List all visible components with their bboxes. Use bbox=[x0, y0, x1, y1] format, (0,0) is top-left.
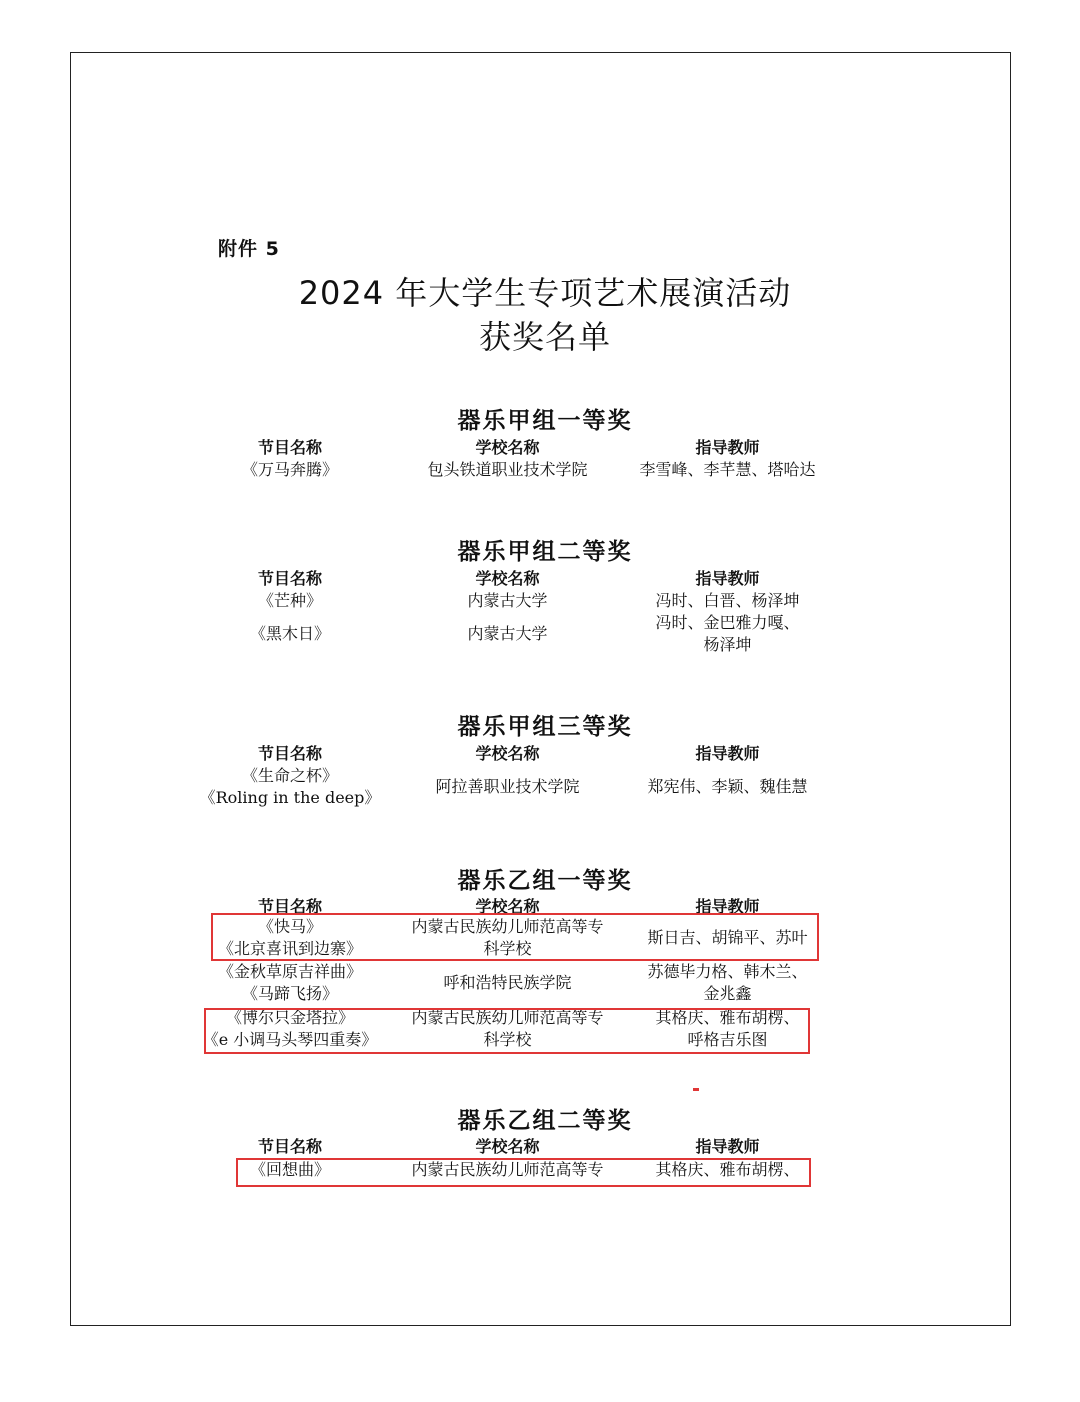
school-cell: 内蒙古大学 bbox=[467, 624, 548, 643]
header-program: 节目名称 bbox=[257, 897, 322, 916]
header-program: 节目名称 bbox=[257, 744, 322, 763]
highlight-box bbox=[204, 1008, 810, 1054]
teacher-cell: 苏德毕力格、韩木兰、 金兆鑫 bbox=[647, 962, 808, 1003]
program-cell: 《金秋草原吉祥曲》 《马蹄飞扬》 bbox=[217, 962, 362, 1003]
school-cell: 内蒙古民族幼儿师范高等专 科学校 bbox=[411, 1008, 604, 1049]
section-title: 器乐甲组一等奖 bbox=[457, 407, 633, 434]
document-title: 2024 年大学生专项艺术展演活动 bbox=[298, 274, 792, 312]
header-school: 学校名称 bbox=[475, 897, 540, 916]
highlight-box bbox=[211, 913, 819, 961]
header-teacher: 指导教师 bbox=[695, 744, 760, 763]
school-cell: 阿拉善职业技术学院 bbox=[435, 777, 580, 796]
school-cell: 呼和浩特民族学院 bbox=[443, 973, 572, 992]
teacher-cell: 其格庆、雅布胡楞、 呼格吉乐图 bbox=[655, 1008, 800, 1049]
teacher-cell: 冯时、金巴雅力嘎、 杨泽坤 bbox=[655, 613, 800, 654]
header-program: 节目名称 bbox=[257, 1137, 322, 1156]
program-cell: 《生命之杯》 《Roling in the deep》 bbox=[199, 766, 381, 807]
program-cell: 《快马》 《北京喜讯到边寨》 bbox=[217, 917, 362, 958]
program-cell: 《黑木日》 bbox=[249, 624, 330, 643]
header-program: 节目名称 bbox=[257, 569, 322, 588]
header-school: 学校名称 bbox=[475, 744, 540, 763]
attachment-label: 附件 5 bbox=[218, 238, 280, 260]
program-cell: 《万马奔腾》 bbox=[241, 460, 338, 479]
header-school: 学校名称 bbox=[475, 1137, 540, 1156]
red-mark bbox=[693, 1088, 699, 1091]
school-cell: 包头铁道职业技术学院 bbox=[427, 460, 588, 479]
section-title: 器乐乙组一等奖 bbox=[457, 867, 633, 894]
section-title: 器乐乙组二等奖 bbox=[457, 1107, 633, 1134]
school-cell: 内蒙古民族幼儿师范高等专 bbox=[411, 1160, 604, 1179]
program-cell: 《博尔只金塔拉》 《e 小调马头琴四重奏》 bbox=[202, 1008, 378, 1049]
highlight-box bbox=[236, 1158, 811, 1187]
header-school: 学校名称 bbox=[475, 569, 540, 588]
teacher-cell: 其格庆、雅布胡楞、 bbox=[655, 1160, 800, 1179]
document-subtitle: 获奖名单 bbox=[478, 318, 611, 356]
teacher-cell: 冯时、白晋、杨泽坤 bbox=[655, 591, 800, 610]
section-title: 器乐甲组三等奖 bbox=[457, 713, 633, 740]
header-teacher: 指导教师 bbox=[695, 1137, 760, 1156]
teacher-cell: 李雪峰、李芊慧、塔哈达 bbox=[639, 460, 816, 479]
section-title: 器乐甲组二等奖 bbox=[457, 538, 633, 565]
teacher-cell: 斯日吉、胡锦平、苏叶 bbox=[647, 928, 808, 947]
school-cell: 内蒙古民族幼儿师范高等专 科学校 bbox=[411, 917, 604, 958]
school-cell: 内蒙古大学 bbox=[467, 591, 548, 610]
program-cell: 《回想曲》 bbox=[249, 1160, 330, 1179]
header-teacher: 指导教师 bbox=[695, 897, 760, 916]
header-school: 学校名称 bbox=[475, 438, 540, 457]
teacher-cell: 郑宪伟、李颖、魏佳慧 bbox=[647, 777, 808, 796]
header-program: 节目名称 bbox=[257, 438, 322, 457]
program-cell: 《芒种》 bbox=[257, 591, 322, 610]
header-teacher: 指导教师 bbox=[695, 438, 760, 457]
header-teacher: 指导教师 bbox=[695, 569, 760, 588]
